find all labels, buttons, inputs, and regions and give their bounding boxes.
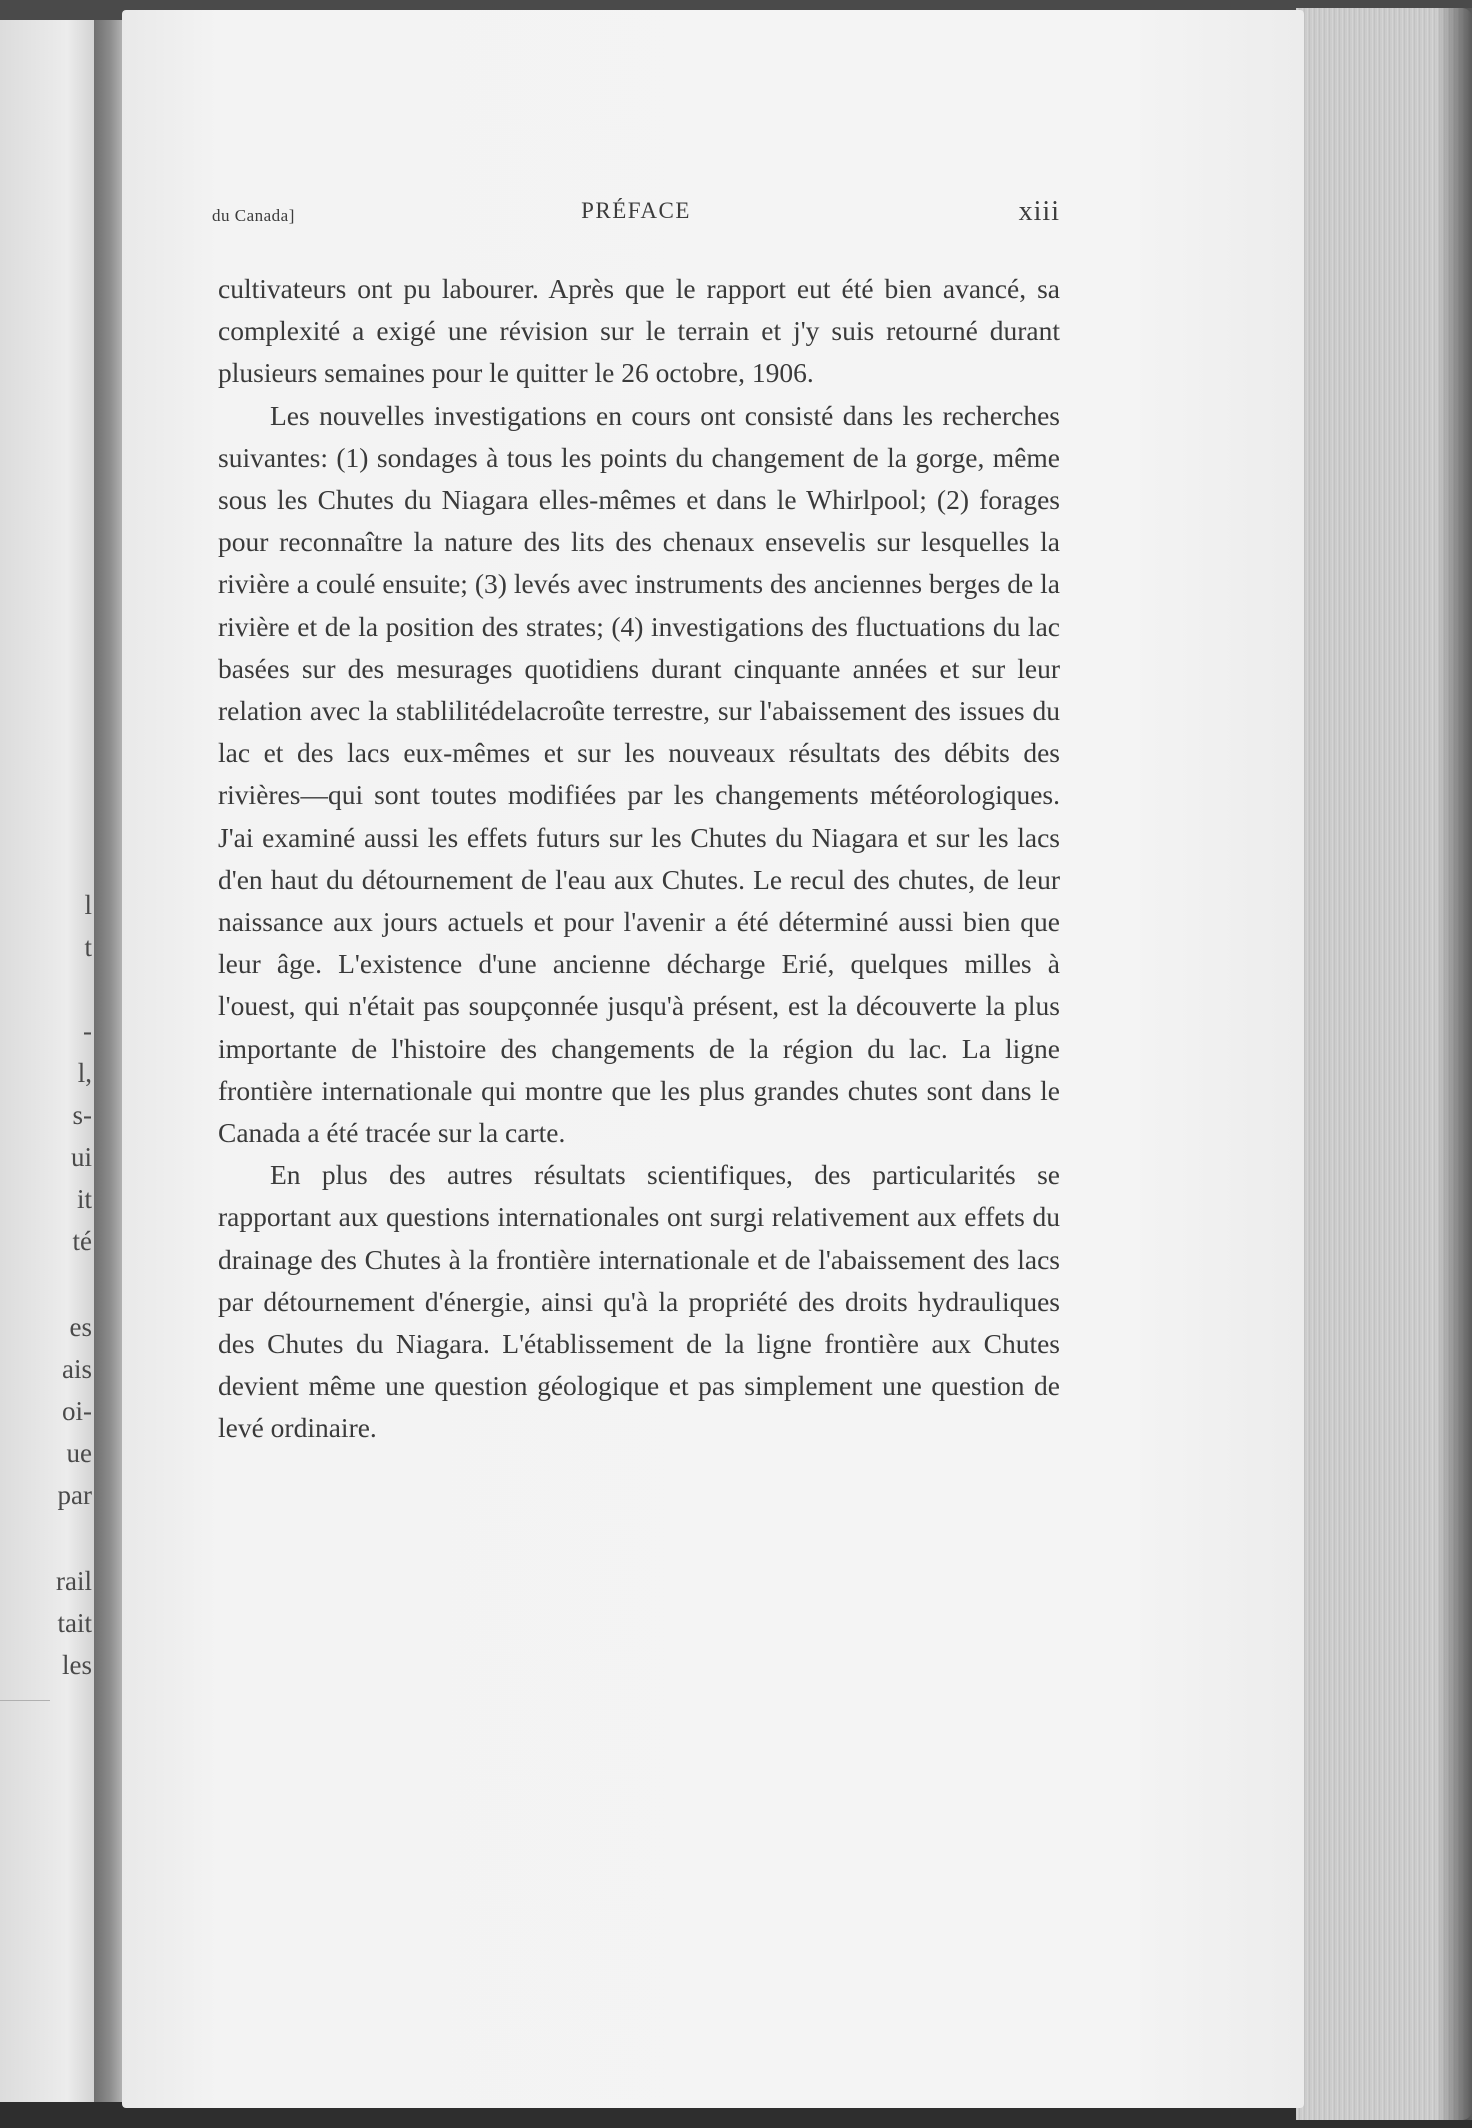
body-text	[218, 268, 1060, 1450]
left-page-fragment: les	[62, 1650, 92, 1680]
left-page-fragment: ue	[66, 1438, 92, 1468]
left-page-fragment: t	[84, 932, 92, 962]
left-page-fragment: rail	[56, 1566, 92, 1596]
left-page-fragment: ais	[62, 1354, 92, 1384]
left-page-fragment: -	[83, 1016, 92, 1046]
paragraph: Les nouvelles investigations en cours ont consisté dans les recherches suivantes: (1) sondages à tous les points du changement de la gorge, même sous les Chutes du Niagara elles-mêmes et dans le Whirlpool; (2) forages pour reconnaître la nature des lits des chenaux ensevelis sur lesquelles la rivière a coulé ensuite; (3) levés avec instruments des anciennes berges de la rivière et de la position des strates; (4) investigations des fluctuations du lac basées sur des mesurages quotidiens durant cinquante années et sur leur relation avec la stablilitédelacroûte terrestre, sur l'abaissement des issues du lac et des lacs eux-mêmes et sur les nouveaux résultats des débits des rivières—qui sont toutes modifiées par les changements météorologiques. J'ai examiné aussi les effets futurs sur les Chutes du Niagara et sur les lacs d'en haut du détournement de l'eau aux Chutes. Le recul des chutes, de leur naissance aux jours actuels et pour l'avenir a été déterminé aussi bien que leur âge. L'existence d'une ancienne décharge Erié, quelques milles à l'ouest, qui n'était pas soupçonnée jusqu'à présent, est la découverte la plus importante de l'histoire des changements de la région du lac. La ligne frontière internationale qui montre que les plus grandes chutes sont dans le Canada a été tracée sur la carte.	[218, 399, 1060, 1149]
page-number: xiii	[1018, 196, 1060, 227]
book-page-edges	[1296, 8, 1472, 2120]
left-page-fragment: l	[84, 890, 92, 920]
running-head-section: du Canada]	[212, 206, 295, 225]
paragraph: En plus des autres résultats scientifiques, des particularités se rapportant aux questions internationales ont surgi relativement aux effets du drainage des Chutes à la frontière internationale et de l'abaissement des lacs par détournement d'énergie, ainsi qu'à la propriété des droits hydrauliques des Chutes du Niagara. L'établissement de la ligne frontière aux Chutes devient même une question géologique et pas simplement une question de levé ordinaire.	[218, 1159, 1060, 1444]
left-page-fragment: s-	[72, 1100, 92, 1130]
left-page-fragment: par	[57, 1480, 92, 1510]
running-head	[212, 198, 1060, 232]
left-page-fragment: ui	[70, 1142, 92, 1172]
left-page-fragment: tait	[57, 1608, 92, 1638]
left-page-rule	[0, 1700, 50, 1701]
left-page-fragment: oi-	[62, 1396, 92, 1426]
left-page-fragment: es	[69, 1312, 92, 1342]
left-page-fragment: l,	[77, 1058, 92, 1088]
paragraph-continued: cultivateurs ont pu labourer. Après que le rapport eut été bien avancé, sa complexité a exigé une révision sur le terrain et j'y suis retourné durant plusieurs semaines pour le quitter le 26 octobre, 1906.	[218, 273, 1060, 389]
left-page-fragment: té	[72, 1226, 92, 1256]
running-head-title: PRÉFACE	[581, 198, 691, 223]
left-page-fragment: it	[76, 1184, 92, 1214]
